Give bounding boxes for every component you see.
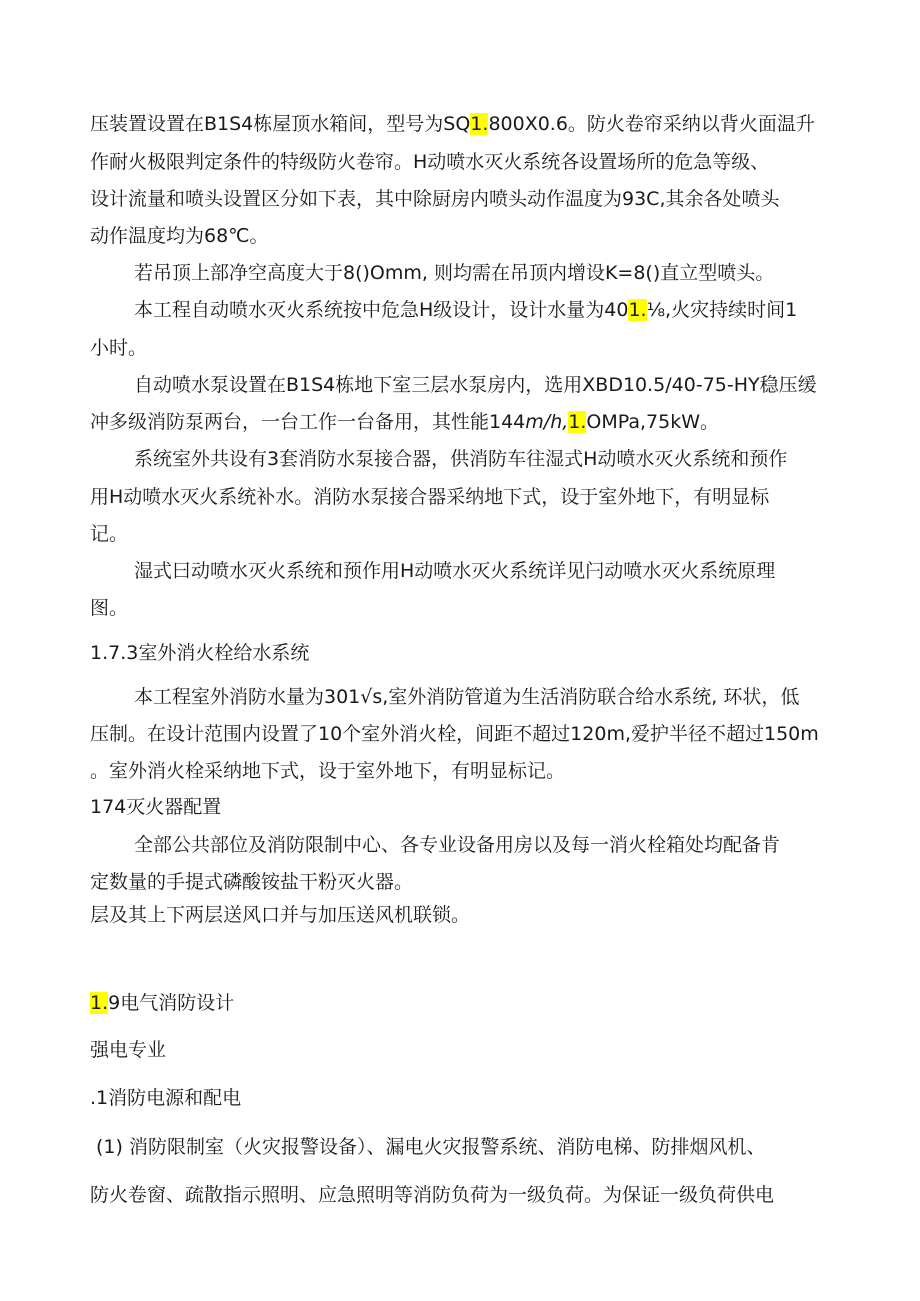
text-line: 系统室外共设有3套消防水泵接合器，供消防车往湿式H动喷水灭火系统和预作 [134, 448, 788, 470]
highlight: 1. [568, 411, 587, 433]
text-line: 动作温度均为68℃。 [90, 225, 269, 247]
text-line: 。室外消火栓采纳地下式，设于室外地下，有明显标记。 [90, 760, 566, 782]
text-line: 本工程自动喷水灭火系统按中危急H级设计，设计水量为401.⅛,火灾持续时间1 [134, 299, 798, 321]
text-line: 层及其上下两层送风口并与加压送风机联锁。 [90, 904, 471, 926]
section-heading: .1消防电源和配电 [90, 1087, 242, 1109]
text-line: 定数量的手提式磷酸铵盐干粉灭火器。 [90, 871, 414, 893]
text-line: (1) 消防限制室（火灾报警设备）、漏电火灾报警系统、消防电梯、防排烟风机、 [96, 1136, 766, 1158]
text-line: 记。 [90, 523, 129, 545]
text-line: 若吊顶上部净空高度大于8()Omm, 则均需在吊顶内增设K=8()直立型喷头。 [134, 262, 775, 284]
text-line: 自动喷水泵设置在B1S4栋地下室三层水泵房内，选用XBD10.5/40-75-HY稳压缓 [134, 374, 817, 396]
section-heading: 1.7.3室外消火栓给水系统 [90, 642, 310, 664]
section-heading: 强电专业 [90, 1039, 167, 1061]
text-line: 冲多级消防泵两台，一台工作一台备用，其性能144m∕h,1.OMPa,75kW。 [90, 411, 720, 433]
section-heading: 174灭火器配置 [90, 796, 222, 818]
text-line: 设计流量和喷头设置区分如下表，其中除厨房内喷头动作温度为93C,其余各处喷头 [90, 188, 780, 210]
highlight: 1. [90, 992, 109, 1014]
text-line: 压制。在设计范围内设置了10个室外消火栓，间距不超过120m,爱护半径不超过150m [90, 723, 819, 745]
text-line: 压装置设置在B1S4栋屋顶水箱间，型号为SQ1.800X0.6。防火卷帘采纳以背火面温升 [90, 113, 815, 135]
text-line: 小时。 [90, 337, 148, 359]
section-heading: 1.9电气消防设计 [90, 992, 235, 1014]
text-line: 图。 [90, 597, 129, 619]
text-line: 防火卷窗、疏散指示照明、应急照明等消防负荷为一级负荷。为保证一级负荷供电 [90, 1184, 775, 1206]
highlight: 1. [628, 299, 647, 321]
text-line: 作耐火极限判定条件的特级防火卷帘。H动喷水灭火系统各设置场所的危急等级、 [90, 151, 770, 173]
highlight: 1. [470, 113, 489, 135]
text-line: 本工程室外消防水量为301√s,室外消防管道为生活消防联合给水系统, 环状，低 [134, 686, 800, 708]
text-line: 全部公共部位及消防限制中心、各专业设备用房以及每一消火栓箱处均配备肯 [134, 834, 781, 856]
text-line: 湿式曰动喷水灭火系统和预作用H动喷水灭火系统详见闩动喷水灭火系统原理 [134, 560, 776, 582]
text-line: 用H动喷水灭火系统补水。消防水泵接合器采纳地下式，设于室外地下，有明显标 [90, 486, 770, 508]
